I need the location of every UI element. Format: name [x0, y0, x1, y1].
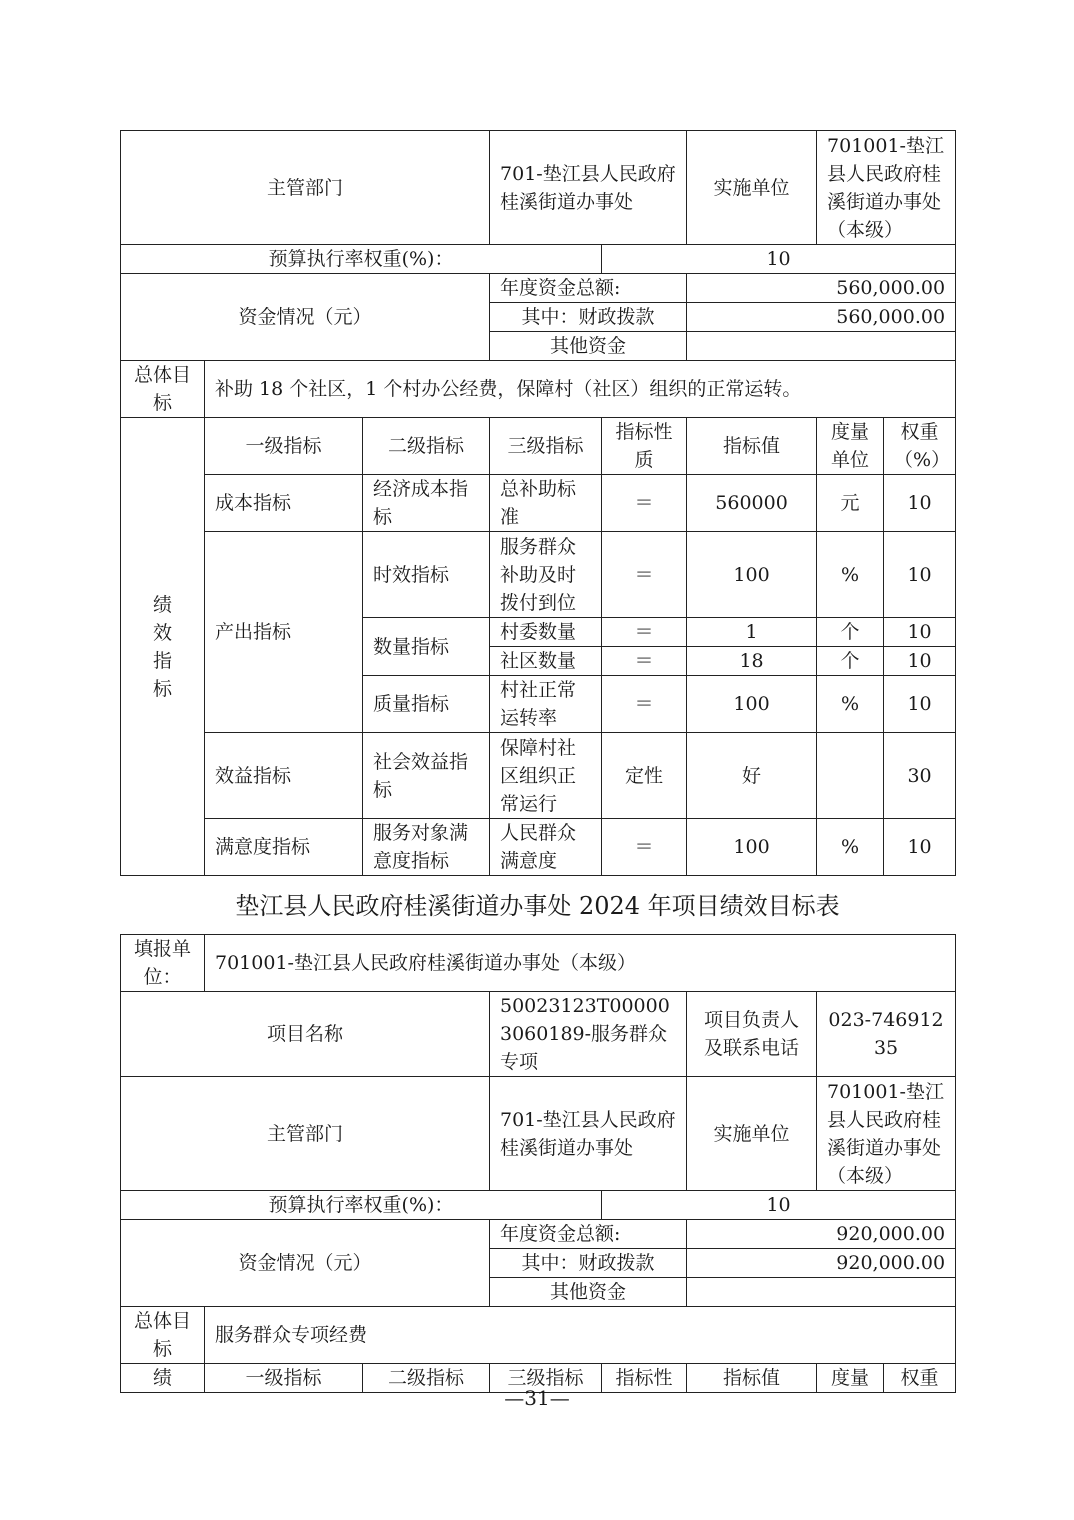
project-value: 50023123T000003060189-服务群众专项 [490, 992, 687, 1077]
cell-l2: 质量指标 [363, 676, 490, 733]
cell-l3: 村社正常运转率 [490, 676, 602, 733]
contact-label: 项目负责人及联系电话 [687, 992, 817, 1077]
cell-weight: 10 [884, 475, 956, 532]
fund-total-value: 920,000.00 [687, 1220, 956, 1249]
goal-value: 服务群众专项经费 [205, 1307, 956, 1364]
fund-label: 资金情况（元） [121, 274, 490, 361]
perf-label: 绩效指标 [121, 418, 205, 876]
budget-weight-label: 预算执行率权重(%)： [121, 245, 602, 274]
cell-weight: 30 [884, 733, 956, 819]
cell-unit: % [817, 676, 884, 733]
cell-l3: 人民群众满意度 [490, 819, 602, 876]
cell-value: 100 [687, 532, 817, 618]
impl-value: 701001-垫江县人民政府桂溪街道办事处（本级） [817, 1077, 956, 1191]
dept-label: 主管部门 [121, 1077, 490, 1191]
cell-value: 100 [687, 676, 817, 733]
table-row [121, 475, 956, 532]
cell-l3: 服务群众补助及时拨付到位 [490, 532, 602, 618]
budget-weight-value: 10 [602, 245, 956, 274]
header-l2: 二级指标 [363, 1364, 490, 1393]
cell-weight: 10 [884, 819, 956, 876]
cell-unit: 个 [817, 647, 884, 676]
fund-other-label: 其他资金 [490, 1278, 687, 1307]
cell-l3: 社区数量 [490, 647, 602, 676]
cell-weight: 10 [884, 532, 956, 618]
cell-nature: ＝ [602, 532, 687, 618]
fund-other-label: 其他资金 [490, 332, 687, 361]
table-row [121, 819, 956, 876]
goal-label: 总体目标 [121, 1307, 205, 1364]
cell-unit: 元 [817, 475, 884, 532]
cell-l1: 效益指标 [205, 733, 363, 819]
impl-label: 实施单位 [687, 131, 817, 245]
performance-table-2 [120, 934, 956, 1393]
cell-unit: % [817, 532, 884, 618]
fund-total-label: 年度资金总额: [490, 1220, 687, 1249]
header-unit: 度量单位 [817, 418, 884, 475]
fund-total-label: 年度资金总额: [490, 274, 687, 303]
cell-l2: 经济成本指标 [363, 475, 490, 532]
fill-unit-value: 701001-垫江县人民政府桂溪街道办事处（本级） [205, 935, 956, 992]
cell-l3: 保障村社区组织正常运行 [490, 733, 602, 819]
cell-weight: 10 [884, 647, 956, 676]
fund-fiscal-value: 560,000.00 [687, 303, 956, 332]
goal-label: 总体目标 [121, 361, 205, 418]
dept-label: 主管部门 [121, 131, 490, 245]
cell-nature: 定性 [602, 733, 687, 819]
header-l3: 三级指标 [490, 1364, 602, 1393]
fund-other-value [687, 1278, 956, 1307]
cell-l2: 社会效益指标 [363, 733, 490, 819]
cell-l2: 数量指标 [363, 618, 490, 676]
page-number: —31— [504, 1386, 570, 1410]
header-l2: 二级指标 [363, 418, 490, 475]
dept-value: 701-垫江县人民政府桂溪街道办事处 [490, 131, 687, 245]
cell-weight: 10 [884, 618, 956, 647]
fund-fiscal-label: 其中：财政拨款 [490, 1249, 687, 1278]
header-l3: 三级指标 [490, 418, 602, 475]
budget-weight-value: 10 [602, 1191, 956, 1220]
page-title: 垫江县人民政府桂溪街道办事处 2024 年项目绩效目标表 [235, 892, 840, 920]
cell-unit: 个 [817, 618, 884, 647]
budget-weight-label: 预算执行率权重(%)： [121, 1191, 602, 1220]
cell-value: 18 [687, 647, 817, 676]
header-nature: 指标性质 [602, 418, 687, 475]
table-row [121, 733, 956, 819]
cell-nature: ＝ [602, 676, 687, 733]
header-l1: 一级指标 [205, 418, 363, 475]
header-value: 指标值 [687, 418, 817, 475]
cell-nature: ＝ [602, 819, 687, 876]
cell-l3: 村委数量 [490, 618, 602, 647]
goal-value: 补助 18 个社区，1 个村办公经费，保障村（社区）组织的正常运转。 [205, 361, 956, 418]
cell-l1: 满意度指标 [205, 819, 363, 876]
fund-other-value [687, 332, 956, 361]
cell-unit [817, 733, 884, 819]
cell-l3: 总补助标准 [490, 475, 602, 532]
contact-value: 023-74691235 [817, 992, 956, 1077]
dept-value: 701-垫江县人民政府桂溪街道办事处 [490, 1077, 687, 1191]
header-weight: 权重（%） [884, 418, 956, 475]
fund-fiscal-label: 其中：财政拨款 [490, 303, 687, 332]
cell-value: 好 [687, 733, 817, 819]
cell-l2: 服务对象满意度指标 [363, 819, 490, 876]
cell-unit: % [817, 819, 884, 876]
cell-nature: ＝ [602, 647, 687, 676]
header-weight: 权重 [884, 1364, 956, 1393]
cell-nature: ＝ [602, 475, 687, 532]
header-l1: 一级指标 [205, 1364, 363, 1393]
cell-value: 100 [687, 819, 817, 876]
cell-weight: 10 [884, 676, 956, 733]
fund-total-value: 560,000.00 [687, 274, 956, 303]
perf-label: 绩 [121, 1364, 205, 1393]
header-unit: 度量 [817, 1364, 884, 1393]
impl-value: 701001-垫江县人民政府桂溪街道办事处（本级） [817, 131, 956, 245]
table-row [121, 532, 956, 618]
cell-l1: 产出指标 [205, 532, 363, 733]
impl-label: 实施单位 [687, 1077, 817, 1191]
performance-table-1 [120, 130, 956, 876]
fund-label: 资金情况（元） [121, 1220, 490, 1307]
header-value: 指标值 [687, 1364, 817, 1393]
project-label: 项目名称 [121, 992, 490, 1077]
cell-l2: 时效指标 [363, 532, 490, 618]
cell-value: 1 [687, 618, 817, 647]
cell-nature: ＝ [602, 618, 687, 647]
header-nature: 指标性 [602, 1364, 687, 1393]
fill-unit-label: 填报单位： [121, 935, 205, 992]
fund-fiscal-value: 920,000.00 [687, 1249, 956, 1278]
cell-value: 560000 [687, 475, 817, 532]
cell-l1: 成本指标 [205, 475, 363, 532]
